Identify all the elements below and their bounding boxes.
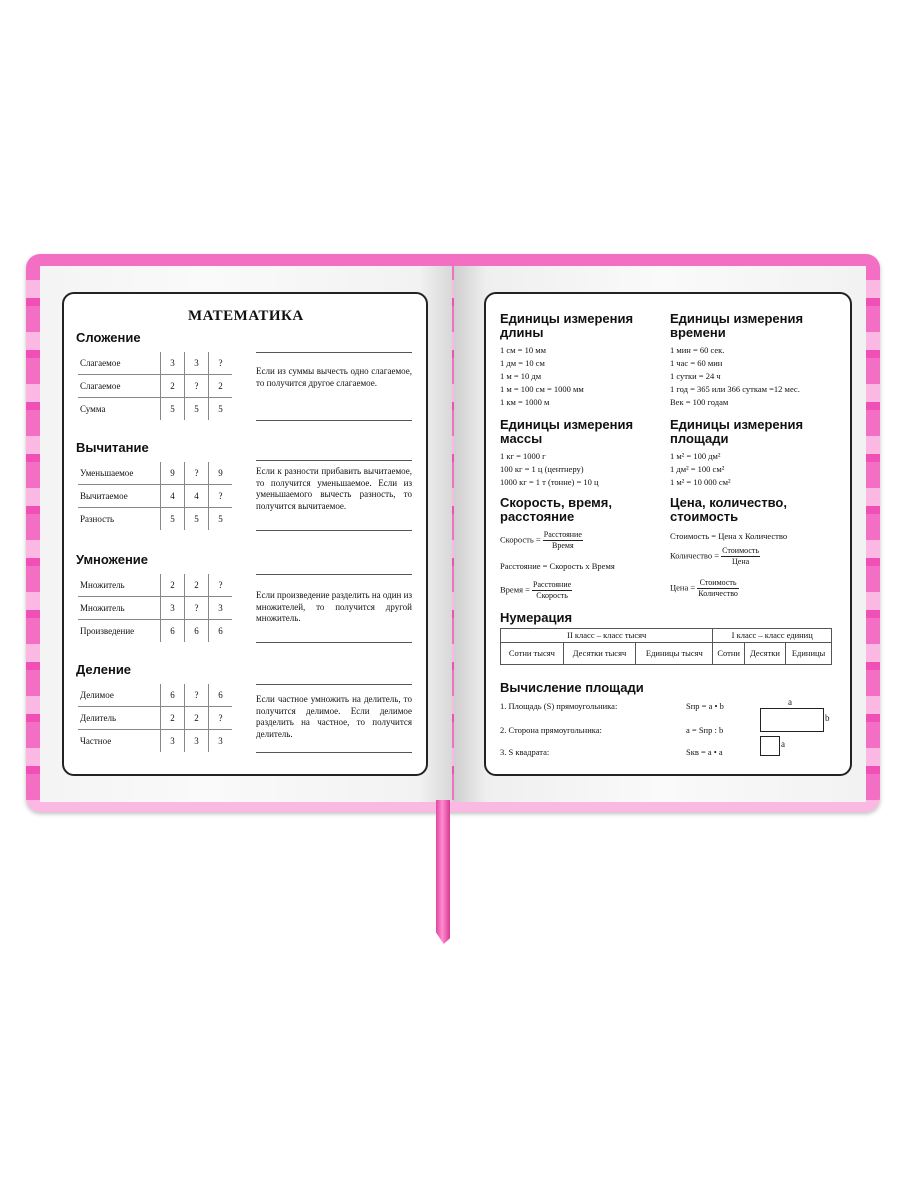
fraction (532, 580, 572, 601)
reference-panel (484, 292, 852, 776)
row-label: Слагаемое (78, 352, 161, 375)
rule-text: Если произведение разделить на один из множителей, то получится другой множитель. (256, 590, 412, 623)
list-item: 1 км = 1000 м (500, 397, 550, 407)
numeration-col: Десятки тысяч (563, 643, 636, 665)
denominator: Количество (698, 589, 738, 598)
cell: 2 (209, 375, 233, 398)
cell: 9 (161, 462, 185, 485)
row-label: Вычитаемое (78, 485, 161, 508)
rect-side-formula: a = Sпр : b (686, 725, 724, 735)
time-list (670, 344, 800, 409)
row-label: Частное (80, 736, 112, 746)
cell: ? (209, 707, 233, 730)
time-formula (500, 580, 572, 601)
cell: 6 (161, 620, 185, 643)
list-item: 1 м² = 100 дм² (670, 451, 721, 461)
cell: ? (185, 462, 209, 485)
side-a-label: a (788, 697, 792, 707)
rule-text: Если частное умножить на делитель, то получится делимое. Если делимое разделить на частное, то получится делитель. (256, 694, 412, 739)
cell: 9 (209, 462, 233, 485)
list-item: 1 мин = 60 сек. (670, 345, 725, 355)
row-label: Множитель (78, 574, 161, 597)
rule-line (256, 574, 412, 575)
cell: 3 (185, 352, 209, 375)
area-calc-heading: Вычисление площади (500, 680, 644, 695)
length-heading: Единицы измерения длины (500, 311, 634, 340)
numeration-col: Единицы (786, 643, 832, 665)
rule-text: Если к разности прибавить вычитаемое, то получится уменьшаемое. Если из уменьшаемого вычесть разность, то получится вычитаемое. (256, 466, 412, 511)
area-units-heading: Единицы измерения площади (670, 417, 804, 446)
formula-lhs: Скорость = (500, 534, 541, 545)
cell: 5 (185, 508, 209, 531)
math-panel (62, 292, 428, 776)
cell: 3 (161, 597, 185, 620)
rect-area-formula: Sпр = a • b (686, 701, 724, 711)
cell: ? (185, 375, 209, 398)
subtraction-table (78, 462, 232, 530)
row-label: Разность (80, 514, 115, 524)
numeration-heading: Нумерация (500, 610, 573, 625)
cell: 2 (161, 707, 185, 730)
list-item: 100 кг = 1 ц (центнеру) (500, 464, 584, 474)
list-item: 1 м = 100 см = 1000 мм (500, 384, 584, 394)
row-label: Делимое (78, 684, 161, 707)
class-units: I класс – класс единиц (713, 629, 832, 643)
price-heading: Цена, количество, стоимость (670, 495, 787, 524)
cell: ? (209, 485, 233, 508)
denominator: Скорость (536, 591, 568, 600)
cell: 5 (185, 398, 209, 421)
rule-line (256, 752, 412, 753)
fraction (697, 578, 739, 599)
numeration-col: Десятки (744, 643, 785, 665)
multiplication-table (78, 574, 232, 642)
area-units-list (670, 450, 731, 489)
speed-heading: Скорость, время, расстояние (500, 495, 612, 524)
numerator: Стоимость (722, 546, 760, 555)
numeration-table (500, 628, 832, 665)
rule-text: Если из суммы вычесть одно слагаемое, то получится другое слагаемое. (256, 366, 412, 388)
page-title: МАТЕМАТИКА (188, 308, 304, 324)
formula-lhs: Цена = (670, 582, 696, 593)
rule-line (256, 352, 412, 353)
list-item: 1 кг = 1000 г (500, 451, 546, 461)
cell: 2 (161, 574, 185, 597)
list-item: 1 м = 10 дм (500, 371, 542, 381)
list-item: 1 сутки = 24 ч (670, 371, 721, 381)
rule-line (256, 684, 412, 685)
row-label: Множитель (78, 597, 161, 620)
section-heading: Умножение (76, 552, 149, 567)
cell: 3 (161, 352, 185, 375)
quantity-formula (670, 546, 760, 567)
list-item: 1 см = 10 мм (500, 345, 546, 355)
square-diagram (760, 736, 780, 756)
cell: 3 (185, 730, 209, 753)
rect-side-label: 2. Сторона прямоугольника: (500, 725, 602, 735)
row-label: Произведение (80, 626, 135, 636)
mass-heading: Единицы измерения массы (500, 417, 634, 446)
division-table (78, 684, 232, 752)
cell: 3 (161, 730, 185, 753)
section-heading: Сложение (76, 330, 141, 345)
row-label: Делитель (78, 707, 161, 730)
cell: 5 (161, 398, 185, 421)
list-item: 1 час = 60 мин (670, 358, 723, 368)
numerator: Стоимость (697, 578, 739, 589)
time-heading: Единицы измерения времени (670, 311, 804, 340)
numeration-col: Единицы тысяч (636, 643, 713, 665)
bookmark-ribbon (436, 800, 450, 944)
rule-line (256, 642, 412, 643)
cell: 6 (161, 684, 185, 707)
numerator: Расстояние (543, 530, 582, 539)
cell: 4 (161, 485, 185, 508)
cell: 5 (161, 508, 185, 531)
cell: ? (185, 684, 209, 707)
cell: 5 (209, 398, 233, 421)
side-b-label: b (825, 713, 830, 723)
square-area-formula: Sкв = a • a (686, 747, 723, 757)
cell: 5 (209, 508, 233, 531)
denominator: Время (552, 541, 574, 550)
row-label: Сумма (80, 404, 106, 414)
list-item: Век = 100 годам (670, 397, 729, 407)
formula-lhs: Время = (500, 584, 530, 595)
distance-formula: Расстояние = Скорость х Время (500, 561, 615, 571)
mass-list (500, 450, 599, 489)
cell: 6 (209, 684, 233, 707)
rule-line (256, 460, 412, 461)
fraction (721, 546, 760, 567)
rect-area-label: 1. Площадь (S) прямоугольника: (500, 701, 618, 711)
speed-formula (500, 530, 583, 551)
rectangle-diagram (760, 708, 824, 732)
length-list (500, 344, 584, 409)
list-item: 1 м² = 10 000 см² (670, 477, 731, 487)
list-item: 1000 кг = 1 т (тонне) = 10 ц (500, 477, 599, 487)
denominator: Цена (732, 557, 750, 566)
cell: ? (209, 574, 233, 597)
cell: ? (209, 352, 233, 375)
square-area-label: 3. S квадрата: (500, 747, 550, 757)
list-item: 1 дм² = 100 см² (670, 464, 725, 474)
cell: 2 (185, 707, 209, 730)
price-formula (670, 578, 739, 599)
numeration-col: Сотни тысяч (501, 643, 564, 665)
row-label: Уменьшаемое (78, 462, 161, 485)
cost-formula: Стоимость = Цена х Количество (670, 531, 788, 541)
row-label: Слагаемое (78, 375, 161, 398)
rule-line (256, 420, 412, 421)
list-item: 1 год = 365 или 366 суткам =12 мес. (670, 384, 800, 394)
cell: 3 (209, 597, 233, 620)
cell: 6 (209, 620, 233, 643)
square-side-label: a (781, 739, 785, 749)
cell: 2 (185, 574, 209, 597)
fraction (543, 530, 583, 551)
section-heading: Вычитание (76, 440, 149, 455)
cell: ? (185, 597, 209, 620)
cell: 3 (209, 730, 233, 753)
addition-table (78, 352, 232, 420)
numerator: Расстояние (533, 580, 572, 589)
cell: 6 (185, 620, 209, 643)
class-thousands: II класс – класс тысяч (501, 629, 713, 643)
cell: 4 (185, 485, 209, 508)
cell: 2 (161, 375, 185, 398)
rule-line (256, 530, 412, 531)
section-heading: Деление (76, 662, 132, 677)
formula-lhs: Количество = (670, 550, 720, 561)
numeration-col: Сотни (713, 643, 744, 665)
list-item: 1 дм = 10 см (500, 358, 545, 368)
